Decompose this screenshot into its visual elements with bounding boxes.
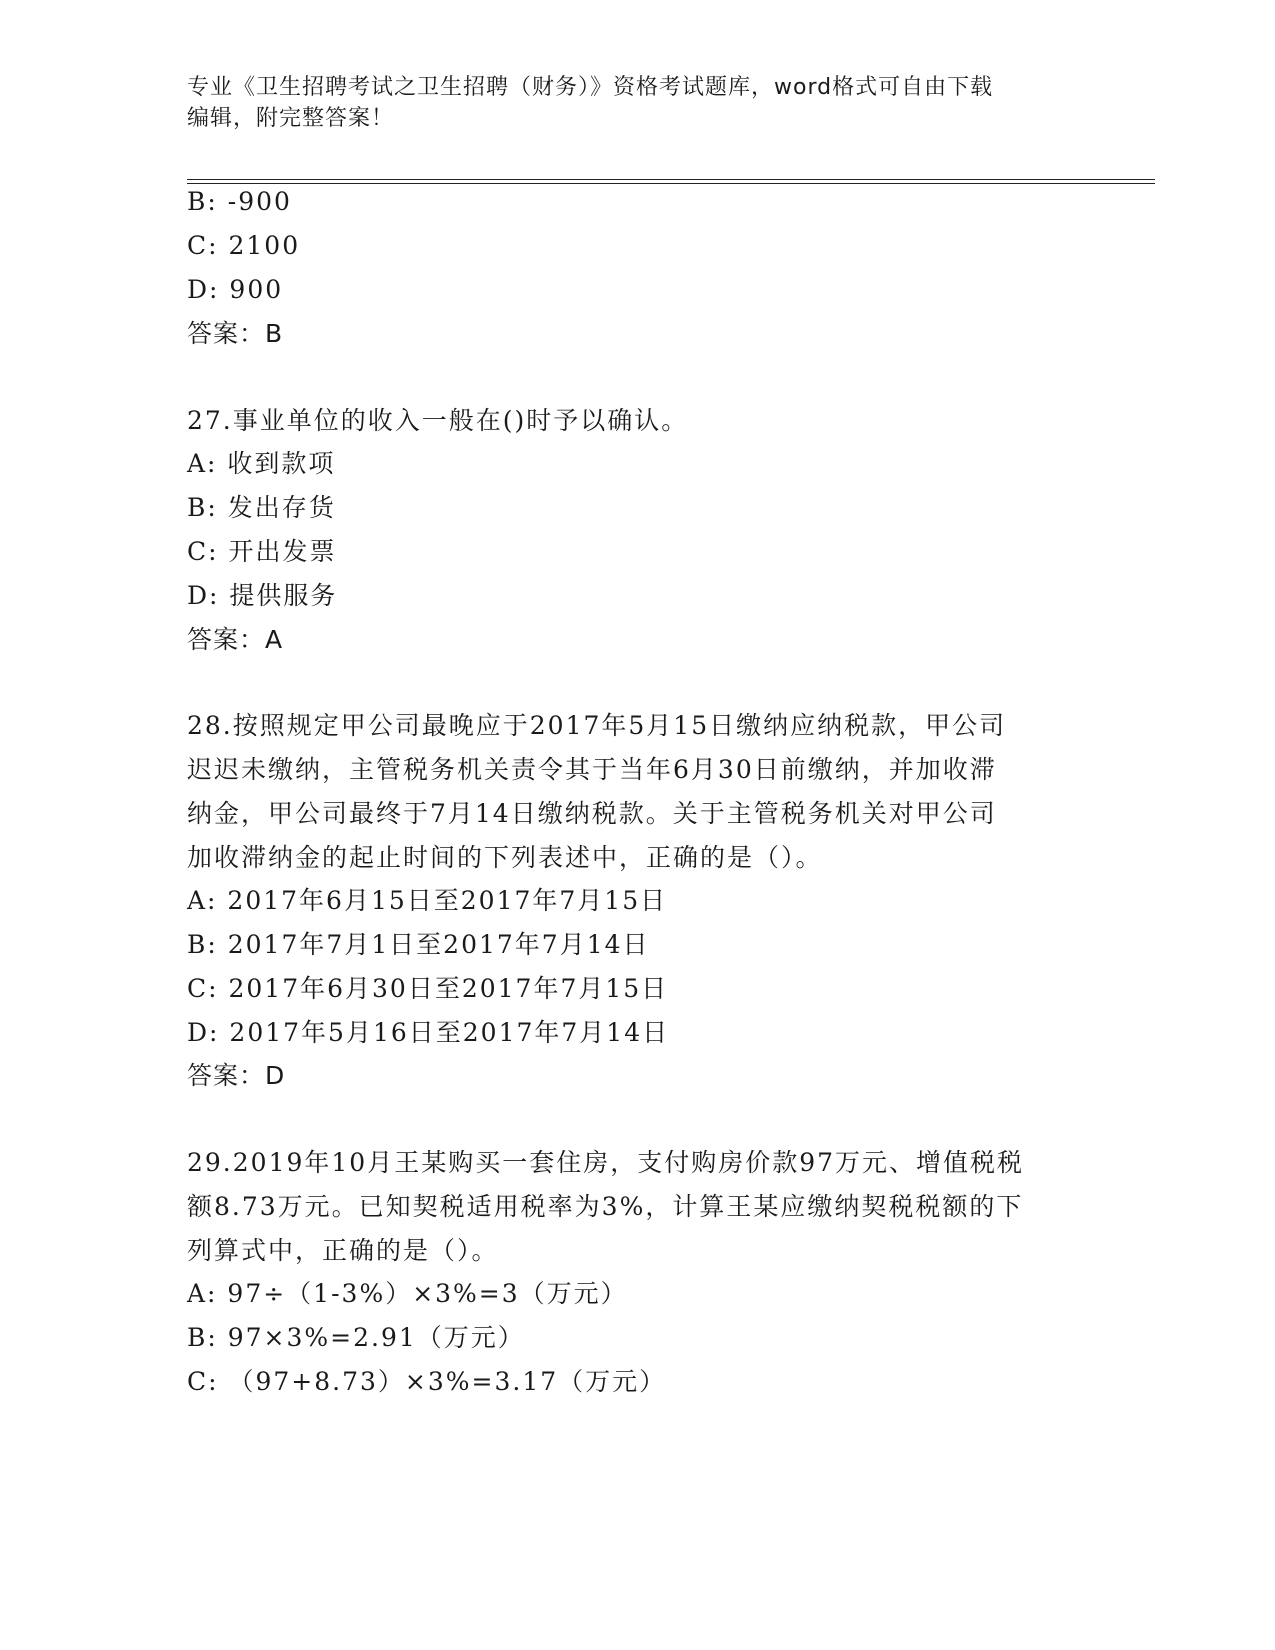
q29-option-b: B: 97×3%=2.91（万元） xyxy=(187,1323,525,1352)
q27-answer: 答案：A xyxy=(187,625,284,654)
q28-option-a: A: 2017年6月15日至2017年7月15日 xyxy=(187,886,668,915)
q29-stem-line-3: 列算式中，正确的是（）。 xyxy=(187,1236,499,1265)
q28-stem-line-2: 迟迟未缴纳，主管税务机关责令其于当年6月30日前缴纳，并加收滞 xyxy=(187,755,997,784)
header-divider-top xyxy=(187,179,1155,180)
q28-option-b: B: 2017年7月1日至2017年7月14日 xyxy=(187,930,650,959)
q26-option-d: D: 900 xyxy=(187,275,284,304)
header-line-2: 编辑，附完整答案！ xyxy=(187,106,395,131)
header-divider-bottom xyxy=(187,183,1155,184)
q28-stem-line-3: 纳金，甲公司最终于7月14日缴纳税款。关于主管税务机关对甲公司 xyxy=(187,799,997,828)
q29-option-c: C: （97+8.73）×3%=3.17（万元） xyxy=(187,1367,667,1396)
q28-stem-line-1: 28.按照规定甲公司最晚应于2017年5月15日缴纳应纳税款，甲公司 xyxy=(187,711,1007,740)
q27-stem: 27.事业单位的收入一般在()时予以确认。 xyxy=(187,406,689,435)
q26-option-b: B: -900 xyxy=(187,187,292,216)
q29-option-a: A: 97÷（1-3%）×3%=3（万元） xyxy=(187,1279,628,1308)
q27-option-c: C: 开出发票 xyxy=(187,537,337,566)
q28-stem-line-4: 加收滞纳金的起止时间的下列表述中，正确的是（）。 xyxy=(187,843,823,872)
document-header xyxy=(187,72,1087,134)
header-line-1: 专业《卫生招聘考试之卫生招聘（财务）》资格考试题库，word格式可自由下载 xyxy=(187,75,994,100)
q27-option-b: B: 发出存货 xyxy=(187,493,336,522)
q27-option-a: A: 收到款项 xyxy=(187,449,336,478)
q27-option-d: D: 提供服务 xyxy=(187,581,338,610)
q28-answer: 答案：D xyxy=(187,1061,286,1090)
q29-stem-line-2: 额8.73万元。已知契税适用税率为3%，计算王某应缴纳契税税额的下 xyxy=(187,1192,1024,1221)
q28-option-d: D: 2017年5月16日至2017年7月14日 xyxy=(187,1018,670,1047)
q29-stem-line-1: 29.2019年10月王某购买一套住房，支付购房价款97万元、增值税税 xyxy=(187,1148,1025,1177)
q26-option-c: C: 2100 xyxy=(187,231,301,260)
q28-option-c: C: 2017年6月30日至2017年7月15日 xyxy=(187,974,669,1003)
q26-answer: 答案：B xyxy=(187,319,284,348)
